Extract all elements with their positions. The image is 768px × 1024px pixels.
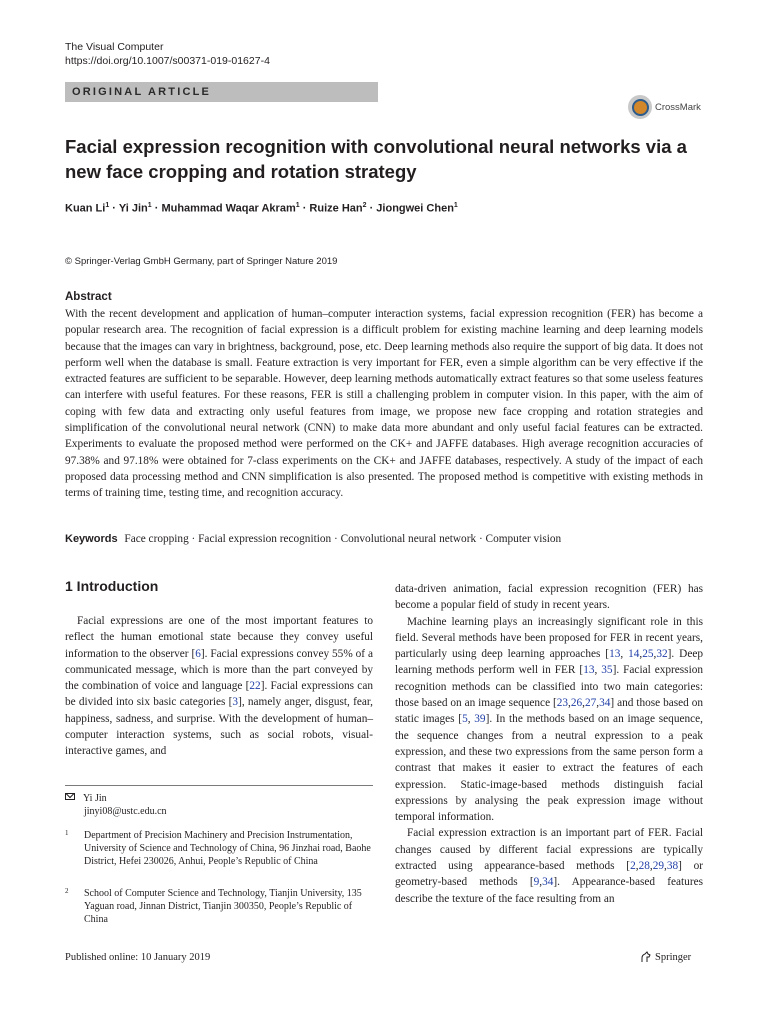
citation-link[interactable]: 13	[609, 648, 621, 661]
citation-link[interactable]: 25	[642, 648, 654, 661]
citation-link[interactable]: 3	[232, 696, 239, 709]
author-name[interactable]: Kuan Li	[65, 202, 106, 215]
footnote-divider	[65, 785, 373, 786]
affiliation	[65, 829, 375, 868]
author-affiliation-mark: 1	[295, 202, 300, 209]
affiliation-number: 2	[65, 887, 69, 895]
author-separator: ·	[366, 202, 377, 215]
citation-link[interactable]: 26	[570, 697, 583, 710]
author-affiliation-mark: 1	[147, 202, 152, 209]
citation-link[interactable]: 14	[628, 648, 640, 661]
citation-link[interactable]: 34	[599, 697, 611, 710]
keyword: Convolutional neural network	[340, 533, 477, 545]
correspondence	[65, 792, 167, 818]
citation-link[interactable]: 35	[601, 664, 613, 677]
section-heading: 1 Introduction	[65, 578, 159, 594]
crossmark-label: CrossMark	[655, 101, 701, 113]
envelope-icon	[65, 793, 75, 800]
corresponding-author: Yi Jin	[83, 793, 107, 804]
crossmark-icon	[628, 95, 652, 119]
citation-link[interactable]: 34	[542, 876, 554, 889]
doi-link[interactable]: https://doi.org/10.1007/s00371-019-01627-4	[65, 55, 270, 67]
author-name[interactable]: Ruize Han	[309, 202, 363, 215]
corresponding-email[interactable]: jinyi08@ustc.edu.cn	[84, 806, 167, 817]
crossmark-badge[interactable]	[628, 94, 701, 120]
citation-link[interactable]: 28	[638, 860, 650, 873]
keyword: Facial expression recognition	[198, 533, 332, 545]
author-separator: ·	[109, 202, 119, 215]
article-type-band	[65, 82, 378, 102]
publisher-name: Springer	[655, 951, 692, 963]
citation-link[interactable]: 32	[656, 648, 668, 661]
keyword: Face cropping	[124, 533, 189, 545]
affiliation-number: 1	[65, 829, 69, 837]
citation-link[interactable]: 22	[249, 680, 261, 693]
paper-title: Facial expression recognition with convolutional neural networks via a new face cropping and rotation strategy	[65, 136, 687, 182]
keywords-label: Keywords	[65, 533, 118, 545]
author-affiliation-mark: 1	[105, 202, 110, 209]
article-type: ORIGINAL ARTICLE	[72, 86, 212, 98]
journal-name: The Visual Computer	[65, 41, 164, 53]
author-name[interactable]: Muhammad Waqar Akram	[161, 202, 296, 215]
citation-link[interactable]: 6	[195, 647, 201, 660]
author-affiliation-mark: 1	[453, 202, 458, 209]
intro-paragraph: Machine learning plays an increasingly significant role in this field. Several methods have been proposed for FER in recent years, particularly using deep learning approaches [13, 14,25,32]. Deep learning methods perform well in FER [13, 35]. Facial expression recognition methods can be classified into two main categories: those based on an image sequence [23,26,27,34] and those based on static images [5, 39]. In the methods based on an image sequence, the sequence changes from a neutral expression to a peak expression, and these two expressions from the same person form a contrast that makes it easier to extract the features of each expression. Static-image-based methods distinguish facial expressions by analysing the peak expression image without temporal information.	[395, 615, 704, 824]
affiliation-text: School of Computer Science and Technology, Tianjin University, 135 Yaguan road, Jinnan District, Tianjin 300350, People’s Republic of China	[84, 888, 362, 925]
citation-link[interactable]: 5	[462, 713, 468, 726]
intro-left-column	[65, 613, 373, 760]
citation-link[interactable]: 38	[666, 860, 679, 873]
affiliation-text: Department of Precision Machinery and Precision Instrumentation, University of Science and Technology of China, 96 Jinzhai road, Baohe District, Hefei 230026, Anhui, People’s Republic of China	[84, 830, 371, 867]
copyright-notice: © Springer-Verlag GmbH Germany, part of Springer Nature 2019	[65, 256, 338, 267]
author-separator: ·	[299, 202, 310, 215]
citation-link[interactable]: 9	[533, 876, 540, 889]
published-date: Published online: 10 January 2019	[65, 952, 211, 963]
intro-paragraph: Facial expressions are one of the most important features to reflect the human emotional state because they convey useful information to the observer [6]. Facial expressions convey 55% of a communicated message, which is more than the part conveyed by the combination of voice and language [22]. Facial expressions can be divided into six basic categories [3], namely anger, disgust, fear, happiness, sadness, and surprise. With the development of human–computer interaction systems, such as social robots, visual-interactive games, and	[65, 615, 374, 758]
author-name[interactable]: Jiongwei Chen	[376, 202, 454, 215]
keywords	[65, 533, 561, 545]
author-name[interactable]: Yi Jin	[118, 202, 148, 215]
abstract-text: With the recent development and application of human–computer interaction systems, facial expression recognition (FER) has become a popular research area. The recognition of facial expression is a difficult problem for existing machine learning and deep learning models because that the images can vary in brightness, background, pose, etc. Deep learning methods also require the support of big data. It does not perform well when the database is small. Feature extraction is very important for FER, even a simple algorithm can be very effective if the extracted features are sufficient to be separable. However, deep learning methods automatically extract features so that some useless features can interfere with useful features. For these reasons, FER is still a challenging problem in computer vision. In this paper, with the aim of coping with few data and extracting only useful features from image, we propose new face cropping and rotation strategies and simplification of the convolutional neural network (CNN) to make data more abundant and only useful facial features can be extracted. Experiments to evaluate the proposed method were performed on the CK+ and JAFFE databases. High average recognition accuracies of 97.38% and 97.18% were obtained for 7-class experiments on the CK+ and JAFFE databases, respectively. A study of the impact of each proposed data processing method and CNN simplification is also presented. The proposed method is competitive with existing methods in terms of training time, testing time, and recognition accuracy.	[65, 308, 703, 500]
citation-link[interactable]: 13	[583, 664, 595, 677]
journal-header	[65, 40, 270, 68]
intro-paragraph: Facial expression extraction is an important part of FER. Facial changes caused by different facial expressions are typically extracted using appearance-based methods [2,28,29,38] or geometry-based methods [9,34]. Appearance-based features describe the texture of the face resulting from an	[395, 827, 703, 905]
springer-horse-icon	[640, 951, 651, 963]
abstract-heading: Abstract	[65, 291, 112, 303]
citation-link[interactable]: 29	[652, 860, 664, 873]
citation-link[interactable]: 27	[585, 697, 597, 710]
author-list	[65, 202, 458, 215]
citation-link[interactable]: 2	[630, 860, 636, 873]
intro-paragraph: data-driven animation, facial expression recognition (FER) has become a popular field of study in recent years.	[395, 583, 703, 612]
affiliation	[65, 887, 375, 926]
author-affiliation-mark: 2	[362, 202, 367, 209]
keywords-list: Face cropping · Facial expression recognition · Convolutional neural network · Computer vision	[124, 533, 562, 545]
keyword: Computer vision	[485, 533, 562, 545]
citation-link[interactable]: 39	[474, 713, 486, 726]
author-separator: ·	[151, 202, 162, 215]
intro-right-column	[395, 581, 703, 907]
citation-link[interactable]: 23	[556, 697, 569, 710]
publisher-logo	[640, 951, 691, 963]
